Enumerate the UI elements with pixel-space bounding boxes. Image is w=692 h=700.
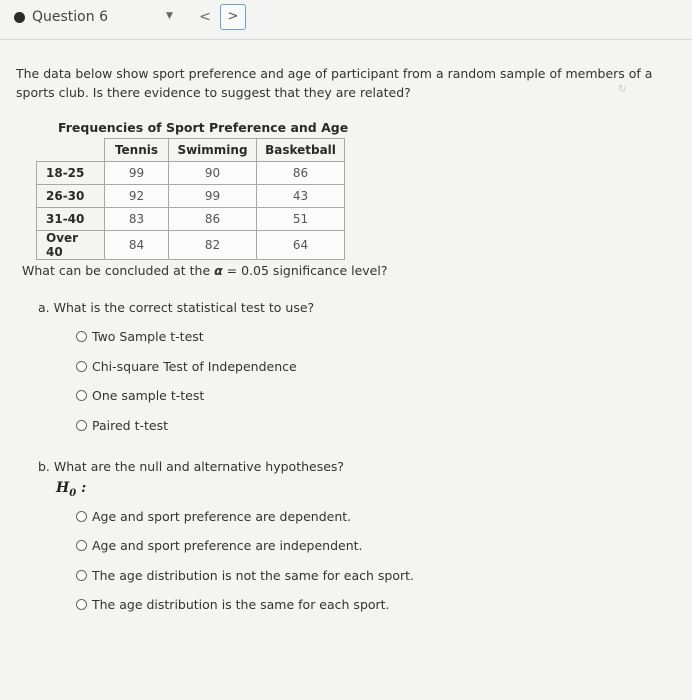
radio-button[interactable] — [76, 331, 87, 342]
option-distribution-not-same[interactable] — [76, 568, 414, 583]
table-corner-cell — [37, 139, 105, 162]
row-header: 18-25 — [37, 162, 105, 185]
row-header: 31-40 — [37, 208, 105, 231]
column-header: Tennis — [105, 139, 169, 162]
part-b-question: b. What are the null and alternative hypotheses? — [38, 459, 345, 474]
table-cell: 84 — [105, 231, 169, 260]
table-row — [37, 185, 345, 208]
radio-button[interactable] — [76, 390, 87, 401]
question-label[interactable]: Question 6 — [32, 9, 108, 25]
option-label: Chi-square Test of Independence — [92, 359, 297, 374]
table-cell: 64 — [257, 231, 345, 260]
question-navigation-bar — [0, 0, 692, 40]
table-cell: 82 — [169, 231, 257, 260]
option-two-sample-t-test[interactable] — [76, 329, 204, 344]
table-row — [37, 231, 345, 260]
option-label: The age distribution is not the same for each sport. — [92, 568, 414, 583]
table-row — [37, 162, 345, 185]
option-distribution-same[interactable] — [76, 597, 390, 612]
option-paired-t-test[interactable] — [76, 418, 168, 433]
h0-colon: : — [76, 480, 87, 496]
option-label: Age and sport preference are independent. — [92, 538, 363, 553]
table-cell: 90 — [169, 162, 257, 185]
question-prompt: The data below show sport preference and age of participant from a random sample of members of a sports club. Is there evidence to suggest that they are related? — [16, 66, 653, 100]
null-hypothesis-label — [56, 480, 86, 499]
option-one-sample-t-test[interactable] — [76, 388, 204, 403]
radio-button[interactable] — [76, 570, 87, 581]
option-label: Paired t-test — [92, 418, 168, 433]
column-header: Swimming — [169, 139, 257, 162]
table-title: Frequencies of Sport Preference and Age — [58, 120, 349, 135]
table-row — [37, 208, 345, 231]
radio-button[interactable] — [76, 540, 87, 551]
table-cell: 83 — [105, 208, 169, 231]
previous-question-button[interactable]: < — [199, 9, 211, 25]
h0-symbol: H — [56, 480, 70, 496]
table-cell: 86 — [257, 162, 345, 185]
frequency-table — [36, 138, 345, 260]
column-header: Basketball — [257, 139, 345, 162]
table-cell: 86 — [169, 208, 257, 231]
option-label: Age and sport preference are dependent. — [92, 509, 352, 524]
dropdown-caret-icon[interactable]: ▼ — [166, 11, 173, 21]
option-independent[interactable] — [76, 538, 363, 553]
table-cell: 92 — [105, 185, 169, 208]
option-label: The age distribution is the same for each sport. — [92, 597, 390, 612]
table-header-row — [37, 139, 345, 162]
h0-subscript: 0 — [69, 487, 77, 499]
table-cell: 99 — [169, 185, 257, 208]
row-header: 26-30 — [37, 185, 105, 208]
part-a-question: a. What is the correct statistical test to use? — [38, 300, 315, 315]
table-cell: 43 — [257, 185, 345, 208]
radio-button[interactable] — [76, 361, 87, 372]
option-label: Two Sample t-test — [92, 329, 204, 344]
radio-button[interactable] — [76, 420, 87, 431]
option-dependent[interactable] — [76, 509, 351, 524]
option-label: One sample t-test — [92, 388, 205, 403]
radio-button[interactable] — [76, 511, 87, 522]
alpha-symbol: α — [214, 263, 223, 278]
option-chi-square-test[interactable] — [76, 359, 297, 374]
row-header: Over 40 — [37, 231, 105, 260]
conclusion-text-before: What can be concluded at the — [22, 263, 215, 278]
conclusion-question — [22, 263, 387, 278]
status-dot-icon — [14, 12, 25, 23]
next-question-button[interactable]: > — [220, 4, 246, 30]
table-cell: 99 — [105, 162, 169, 185]
table-cell: 51 — [257, 208, 345, 231]
refresh-icon: ↻ — [618, 84, 627, 95]
conclusion-text-after: = 0.05 significance level? — [222, 263, 388, 278]
radio-button[interactable] — [76, 599, 87, 610]
